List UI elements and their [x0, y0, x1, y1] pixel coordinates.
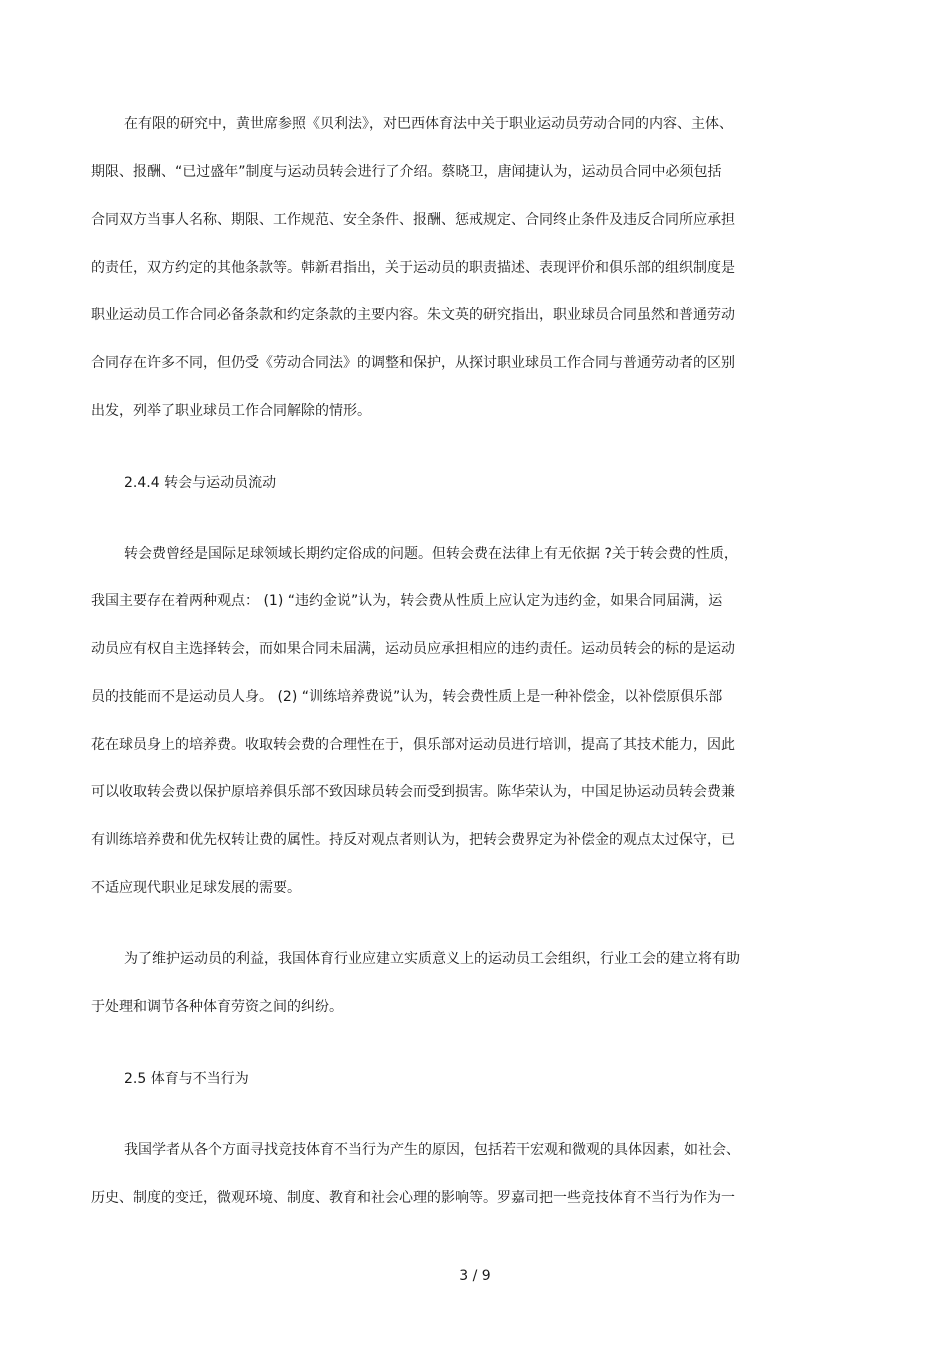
paragraph-1-line-5: 职业运动员工作合同必备条款和约定条款的主要内容。朱文英的研究指出，职业球员合同虽然和普通劳动 — [91, 307, 735, 323]
paragraph-3-line-1: 为了维护运动员的利益，我国体育行业应建立实质意义上的运动员工会组织，行业工会的建立将有助 — [124, 951, 740, 967]
paragraph-2-line-1: 转会费曾经是国际足球领域长期约定俗成的问题。但转会费在法律上有无依据 ?关于转会费的性质， — [124, 546, 738, 562]
paragraph-2-line-6: 可以收取转会费以保护原培养俱乐部不致因球员转会而受到损害。陈华荣认为，中国足协运动员转会费兼 — [91, 784, 735, 800]
paragraph-2-line-7: 有训练培养费和优先权转让费的属性。持反对观点者则认为，把转会费界定为补偿金的观点太过保守，已 — [91, 832, 735, 848]
paragraph-1-line-2: 期限、报酬、“已过盛年”制度与运动员转会进行了介绍。蔡晓卫，唐闻捷认为，运动员合同中必须包括 — [91, 164, 722, 180]
paragraph-4-line-1: 我国学者从各个方面寻找竞技体育不当行为产生的原因，包括若干宏观和微观的具体因素，如社会、 — [124, 1142, 740, 1158]
paragraph-1-line-1: 在有限的研究中，黄世席参照《贝利法》，对巴西体育法中关于职业运动员劳动合同的内容、主体、 — [124, 116, 733, 132]
section-heading-2-4-4: 2.4.4 转会与运动员流动 — [124, 475, 277, 491]
section-heading-2-5: 2.5 体育与不当行为 — [124, 1071, 249, 1087]
paragraph-1-line-3: 合同双方当事人名称、期限、工作规范、安全条件、报酬、惩戒规定、合同终止条件及违反合同所应承担 — [91, 212, 735, 228]
page-number: 3 / 9 — [459, 1268, 491, 1284]
paragraph-2-line-3: 动员应有权自主选择转会，而如果合同未届满，运动员应承担相应的违约责任。运动员转会的标的是运动 — [91, 641, 735, 657]
paragraph-1-line-7: 出发，列举了职业球员工作合同解除的情形。 — [91, 403, 371, 419]
paragraph-1-line-4: 的责任，双方约定的其他条款等。韩新君指出，关于运动员的职责描述、表现评价和俱乐部的组织制度是 — [91, 260, 735, 276]
paragraph-1-line-6: 合同存在许多不同，但仍受《劳动合同法》的调整和保护，从探讨职业球员工作合同与普通劳动者的区别 — [91, 355, 735, 371]
paragraph-2-line-4: 员的技能而不是运动员人身。 (2) “训练培养费说”认为，转会费性质上是一种补偿金，以补偿原俱乐部 — [91, 689, 723, 705]
paragraph-2-line-5: 花在球员身上的培养费。收取转会费的合理性在于，俱乐部对运动员进行培训，提高了其技术能力，因此 — [91, 737, 735, 753]
paragraph-3-line-2: 于处理和调节各种体育劳资之间的纠纷。 — [91, 999, 343, 1015]
paragraph-2-line-2: 我国主要存在着两种观点： (1) “违约金说”认为，转会费从性质上应认定为违约金，如果合同届满，运 — [91, 593, 723, 609]
paragraph-4-line-2: 历史、制度的变迁，微观环境、制度、教育和社会心理的影响等。罗嘉司把一些竞技体育不当行为作为一 — [91, 1190, 735, 1206]
paragraph-2-line-8: 不适应现代职业足球发展的需要。 — [91, 880, 301, 896]
